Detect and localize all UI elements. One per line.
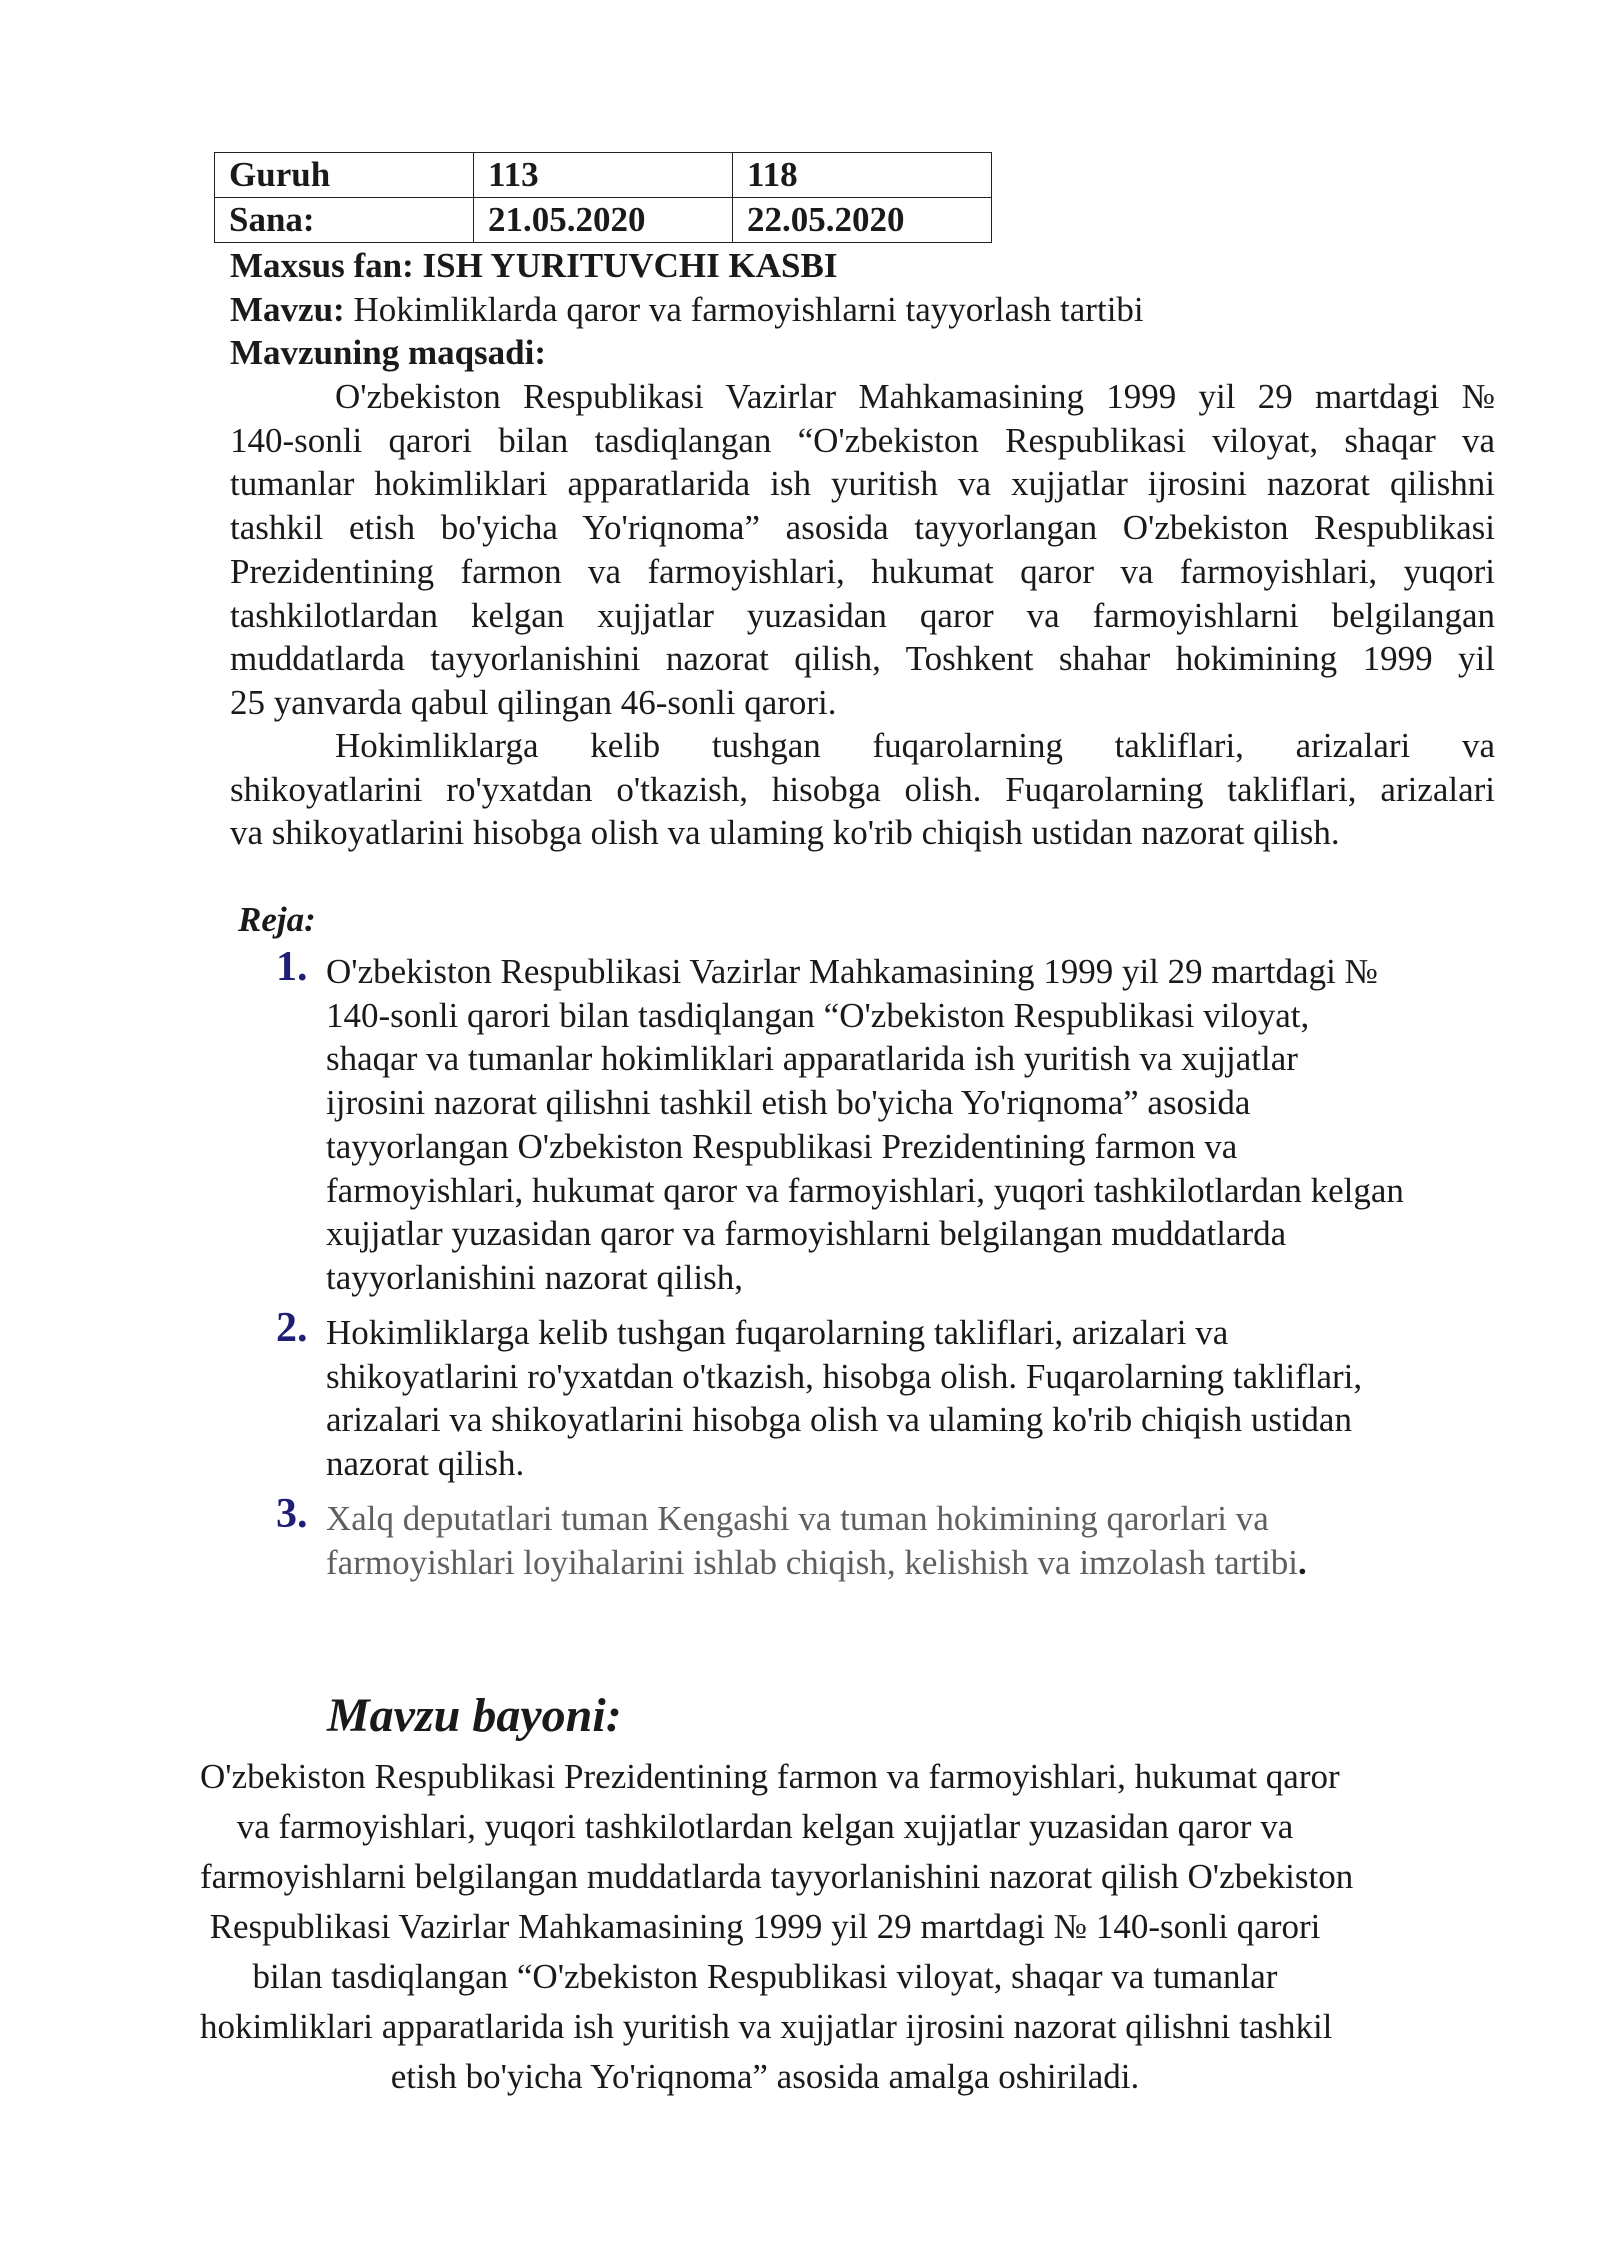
- goal-paragraph-1: [230, 375, 1495, 725]
- plan-item-line: xujjatlar yuzasidan qaror va farmoyishlarni belgilangan muddatlarda: [326, 1214, 1287, 1254]
- paragraph-line: muddatlarda tayyorlanishini nazorat qilish, Toshkent shahar hokimining 1999 yil: [230, 639, 1495, 679]
- subject-label: Maxsus fan:: [230, 246, 414, 285]
- paragraph-line: va farmoyishlari, yuqori tashkilotlardan kelgan xujjatlar yuzasidan qaror va: [236, 1807, 1294, 1846]
- plan-item-text: [326, 1311, 1506, 1486]
- paragraph-line: tumanlar hokimliklari apparatlarida ish yuritish va xujjatlar ijrosini nazorat qilishni: [230, 464, 1495, 504]
- topic-line: [230, 288, 1495, 332]
- paragraph-line: shikoyatlarini ro'yxatdan o'tkazish, hisobga olish. Fuqarolarning takliflari, arizalari: [230, 769, 1495, 809]
- table-cell: 22.05.2020: [733, 198, 992, 243]
- plan-label: Reja:: [238, 900, 316, 939]
- table-cell: 118: [733, 153, 992, 198]
- plan-item-text: [326, 1497, 1506, 1584]
- plan-item-number: 3.: [276, 1491, 308, 1537]
- subject-line: [230, 244, 1495, 288]
- group-date-table: [214, 152, 992, 243]
- topic-label: Mavzu:: [230, 290, 345, 329]
- plan-item-number: 2.: [276, 1305, 308, 1351]
- plan-item-line: arizalari va shikoyatlarini hisobga olish va ulaming ko'rib chiqish ustidan: [326, 1400, 1352, 1440]
- paragraph-line: 25 yanvarda qabul qilingan 46-sonli qarori.: [230, 682, 837, 722]
- plan-item-line: farmoyishlari, hukumat qaror va farmoyishlari, yuqori tashkilotlardan kelgan: [326, 1170, 1404, 1210]
- paragraph-line: tashkilotlardan kelgan xujjatlar yuzasidan qaror va farmoyishlarni belgilangan: [230, 595, 1495, 635]
- plan-item-line: shaqar va tumanlar hokimliklari apparatlarida ish yuritish va xujjatlar: [326, 1039, 1298, 1079]
- plan-item-line: Xalq deputatlari tuman Kengashi va tuman hokimining qarorlari va: [326, 1499, 1269, 1538]
- goal-paragraph-2: [230, 724, 1495, 855]
- table-cell: Guruh: [215, 153, 474, 198]
- plan-item-line: shikoyatlarini ro'yxatdan o'tkazish, hisobga olish. Fuqarolarning takliflari,: [326, 1356, 1363, 1396]
- plan-item-number: 1.: [276, 944, 308, 990]
- paragraph-line: O'zbekiston Respublikasi Prezidentining farmon va farmoyishlari, hukumat qaror: [200, 1757, 1340, 1796]
- paragraph-line: va shikoyatlarini hisobga olish va ulaming ko'rib chiqish ustidan nazorat qilish.: [230, 813, 1340, 853]
- paragraph-line: bilan tasdiqlangan “O'zbekiston Respublikasi viloyat, shaqar va tumanlar: [252, 1957, 1278, 1996]
- section-title: Mavzu bayoni:: [327, 1689, 622, 1742]
- paragraph-line: farmoyishlarni belgilangan muddatlarda tayyorlanishini nazorat qilish O'zbekiston: [200, 1857, 1354, 1896]
- plan-item-line: nazorat qilish.: [326, 1444, 525, 1484]
- paragraph-line: O'zbekiston Respublikasi Vazirlar Mahkamasining 1999 yil 29 martdagi №: [335, 377, 1495, 416]
- paragraph-line: Hokimliklarga kelib tushgan fuqarolarning takliflari, arizalari va: [335, 726, 1495, 765]
- paragraph-line: tashkil etish bo'yicha Yo'riqnoma” asosida tayyorlangan O'zbekiston Respublikasi: [230, 508, 1495, 548]
- plan-item-line: tayyorlanishini nazorat qilish,: [326, 1257, 743, 1297]
- paragraph-line: etish bo'yicha Yo'riqnoma” asosida amalga oshiriladi.: [390, 2057, 1140, 2096]
- table-cell: 21.05.2020: [474, 198, 733, 243]
- paragraph-line: Respublikasi Vazirlar Mahkamasining 1999 yil 29 martdagi № 140-sonli qarori: [209, 1907, 1321, 1946]
- table-cell: 113: [474, 153, 733, 198]
- plan-item-line: O'zbekiston Respublikasi Vazirlar Mahkamasining 1999 yil 29 martdagi №: [326, 952, 1378, 991]
- plan-item-line: Hokimliklarga kelib tushgan fuqarolarning takliflari, arizalari va: [326, 1313, 1229, 1352]
- table-cell: Sana:: [215, 198, 474, 243]
- plan-item-line: tayyorlangan O'zbekiston Respublikasi Prezidentining farmon va: [326, 1126, 1238, 1166]
- plan-item-text: [326, 950, 1506, 1300]
- plan-item-line: 140-sonli qarori bilan tasdiqlangan “O'zbekiston Respublikasi viloyat,: [326, 995, 1310, 1035]
- table-row: [215, 153, 992, 198]
- paragraph-line: hokimliklari apparatlarida ish yuritish va xujjatlar ijrosini nazorat qilishni tashkil: [200, 2007, 1333, 2046]
- subject-value: ISH YURITUVCHI KASBI: [422, 246, 838, 285]
- paragraph-line: 140-sonli qarori bilan tasdiqlangan “O'zbekiston Respublikasi viloyat, shaqar va: [230, 420, 1495, 460]
- trailing-period: .: [1298, 1542, 1307, 1582]
- section-body: [200, 1752, 1354, 2102]
- paragraph-line: Prezidentining farmon va farmoyishlari, hukumat qaror va farmoyishlari, yuqori: [230, 551, 1495, 591]
- topic-value: Hokimliklarda qaror va farmoyishlarni tayyorlash tartibi: [353, 290, 1144, 329]
- goal-label: Mavzuning maqsadi:: [230, 333, 547, 372]
- plan-item-line: ijrosini nazorat qilishni tashkil etish bo'yicha Yo'riqnoma” asosida: [326, 1083, 1251, 1123]
- plan-item-line: farmoyishlari loyihalarini ishlab chiqish, kelishish va imzolash tartibi.: [326, 1542, 1307, 1582]
- table-row: [215, 198, 992, 243]
